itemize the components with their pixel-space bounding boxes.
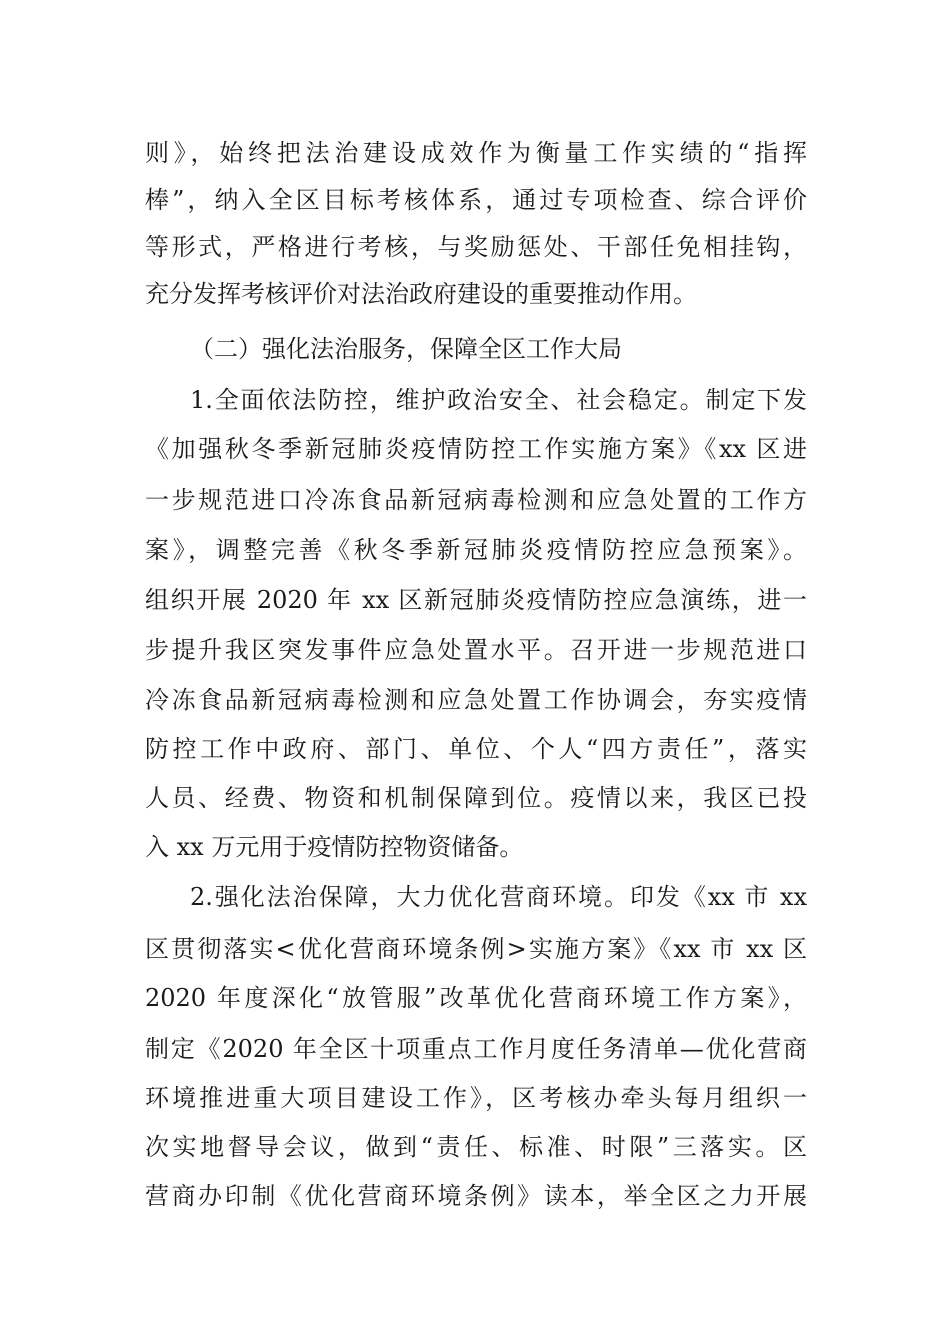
- paragraph-line: 入 xx 万元用于疫情防控物资储备。: [145, 833, 524, 861]
- paragraph-line: 防控工作中政府、部门、单位、个人“四方责任”，落实: [145, 735, 807, 763]
- paragraph-line: 营商办印制《优化营商环境条例》读本，举全区之力开展: [145, 1182, 807, 1210]
- paragraph-line: 冷冻食品新冠病毒检测和应急处置工作协调会，夯实疫情: [145, 686, 807, 714]
- paragraph-line: 步提升我区突发事件应急处置水平。召开进一步规范进口: [145, 636, 807, 664]
- paragraph-line: 案》，调整完善《秋冬季新冠肺炎疫情防控应急预案》。: [145, 536, 807, 564]
- paragraph-line: 次实地督导会议，做到“责任、标准、时限”三落实。区: [145, 1133, 807, 1161]
- paragraph-line: 一步规范进口冷冻食品新冠病毒检测和应急处置的工作方: [145, 486, 807, 514]
- paragraph-line: 2.强化法治保障，大力优化营商环境。印发《xx 市 xx: [190, 883, 807, 911]
- paragraph-line: 等形式，严格进行考核，与奖励惩处、干部任免相挂钩，: [145, 233, 807, 261]
- paragraph-line: 制定《2020 年全区十项重点工作月度任务清单—优化营商: [145, 1035, 807, 1063]
- paragraph-line: 《加强秋冬季新冠肺炎疫情防控工作实施方案》《xx 区进: [145, 435, 807, 463]
- paragraph-line: 环境推进重大项目建设工作》，区考核办牵头每月组织一: [145, 1084, 807, 1112]
- paragraph-line: 则》，始终把法治建设成效作为衡量工作实绩的“指挥: [145, 139, 807, 167]
- paragraph-line: 棒”，纳入全区目标考核体系，通过专项检查、综合评价: [145, 186, 807, 214]
- paragraph-line: 区贯彻落实<优化营商环境条例>实施方案》《xx 市 xx 区: [145, 935, 807, 963]
- paragraph-line: 人员、经费、物资和机制保障到位。疫情以来，我区已投: [145, 784, 807, 812]
- paragraph-line: 充分发挥考核评价对法治政府建设的重要推动作用。: [145, 280, 697, 308]
- section-heading: （二）强化法治服务，保障全区工作大局: [190, 335, 622, 363]
- paragraph-line: 1.全面依法防控，维护政治安全、社会稳定。制定下发: [190, 386, 807, 414]
- paragraph-line: 2020 年度深化“放管服”改革优化营商环境工作方案》，: [145, 984, 807, 1012]
- paragraph-line: 组织开展 2020 年 xx 区新冠肺炎疫情防控应急演练，进一: [145, 586, 807, 614]
